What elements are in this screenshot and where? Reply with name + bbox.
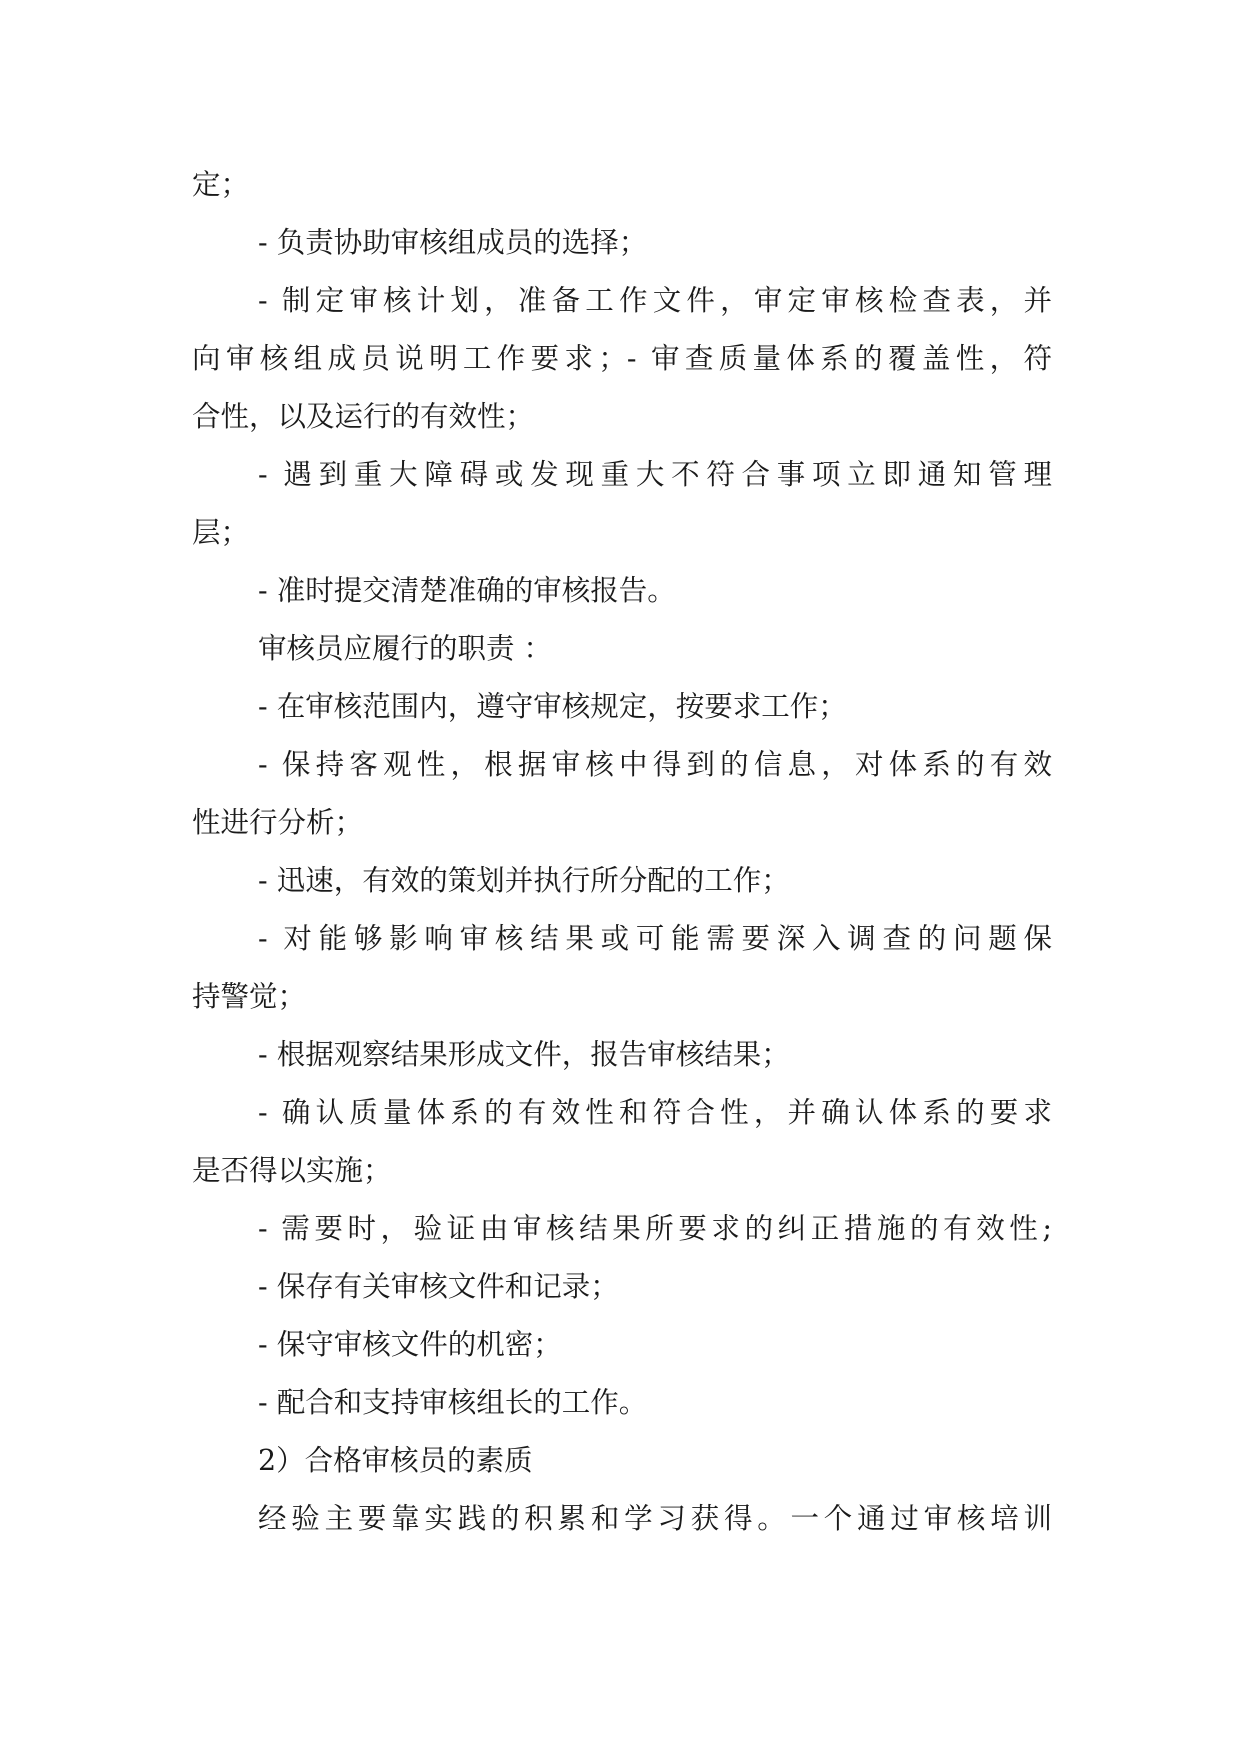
text-line: 审核员应履行的职责 ： <box>258 632 553 665</box>
text-line: - 根据观察结果形成文件，报告审核结果； <box>258 1038 790 1071</box>
text-line: 持警觉； <box>192 980 307 1013</box>
text-line: 是否得以实施； <box>192 1154 392 1187</box>
text-line: 经验主要靠实践的积累和学习获得。一个通过审核培训 <box>258 1502 1052 1535</box>
text-line: - 在审核范围内，遵守审核规定，按要求工作； <box>258 690 847 723</box>
text-line: - 制定审核计划，准备工作文件，审定审核检查表，并 <box>258 284 1052 317</box>
text-line: 层； <box>192 516 250 549</box>
text-line: - 遇到重大障碍或发现重大不符合事项立即通知管理 <box>258 458 1052 491</box>
text-line: - 迅速，有效的策划并执行所分配的工作； <box>258 864 790 897</box>
text-line: 合性，以及运行的有效性； <box>192 400 535 433</box>
text-line: 向审核组成员说明工作要求；- 审查质量体系的覆盖性，符 <box>192 342 1052 375</box>
section-heading: 2）合格审核员的素质 <box>258 1444 533 1477</box>
text-line: - 对能够影响审核结果或可能需要深入调查的问题保 <box>258 922 1052 955</box>
text-line: - 保守审核文件的机密； <box>258 1328 562 1361</box>
text-line: - 配合和支持审核组长的工作。 <box>258 1386 648 1419</box>
text-line: - 保存有关审核文件和记录； <box>258 1270 619 1303</box>
text-line: 性进行分析； <box>192 806 364 839</box>
text-line: 定； <box>192 168 250 201</box>
text-line: - 负责协助审核组成员的选择； <box>258 226 648 259</box>
text-line: - 确认质量体系的有效性和符合性，并确认体系的要求 <box>258 1096 1052 1129</box>
text-line: - 准时提交清楚准确的审核报告。 <box>258 574 676 607</box>
text-line: - 保持客观性，根据审核中得到的信息，对体系的有效 <box>258 748 1052 781</box>
text-line: - 需要时，验证由审核结果所要求的纠正措施的有效性; <box>258 1212 1052 1245</box>
